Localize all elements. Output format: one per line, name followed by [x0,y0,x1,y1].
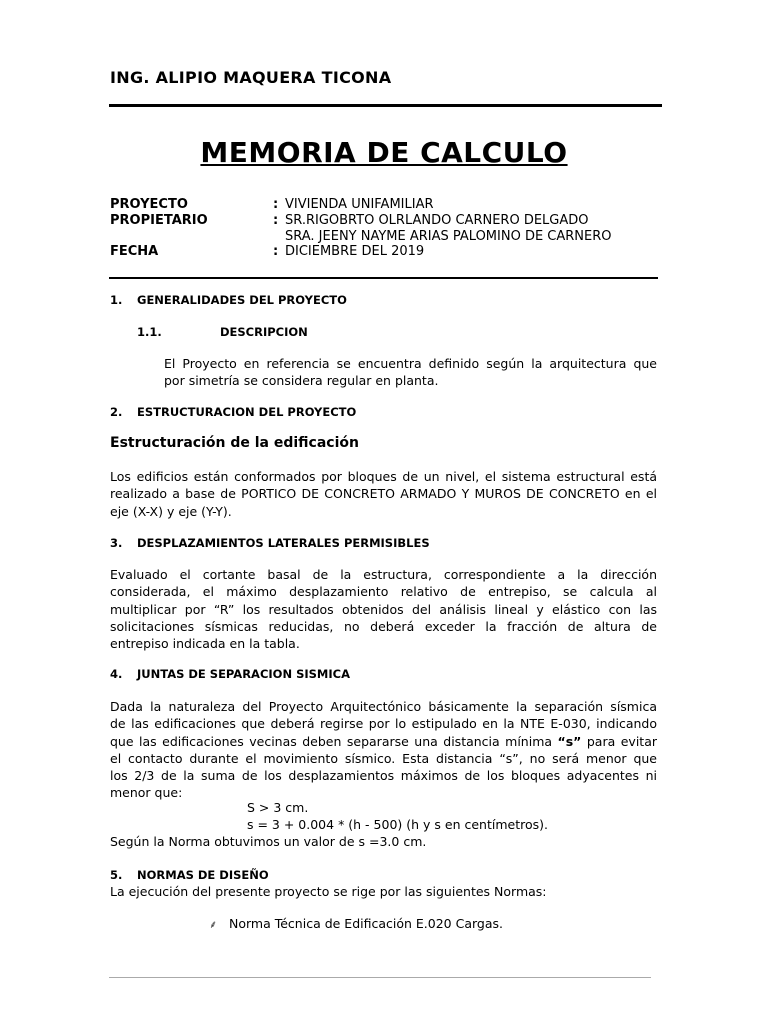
paragraph-line: multiplicar por “R” los resultados obtenidos del análisis lineal y elástico con las [110,601,657,617]
propietario-colon: : [273,213,279,228]
document-author: ING. ALIPIO MAQUERA TICONA [110,68,392,87]
section-1-1-title: DESCRIPCION [220,325,308,339]
section-5-intro: La ejecución del presente proyecto se rige por las siguientes Normas: [110,884,547,899]
section-3-title: DESPLAZAMIENTOS LATERALES PERMISIBLES [137,536,430,550]
paragraph-line: eje (X-X) y eje (Y-Y). [110,503,232,519]
paragraph-line: los 2/3 de la suma de los desplazamientos máximos de los bloques adyacentes ni [110,768,657,784]
document-title: MEMORIA DE CALCULO [200,136,568,169]
section-1-1-paragraph [164,355,657,390]
paragraph-line: Evaluado el cortante basal de la estructura, correspondiente a la dirección [110,567,657,582]
paragraph-line: por simetría se considera regular en planta. [164,373,439,389]
paragraph-line: realizado a base de PORTICO DE CONCRETO ARMADO Y MUROS DE CONCRETO en el [110,486,657,502]
distance-symbol: “s” [557,733,582,749]
section-4-paragraph [110,698,657,802]
section-1-number: 1. [110,293,123,307]
propietario-value-1: SR.RIGOBRTO OLRLANDO CARNERO DELGADO [285,213,589,228]
propietario-value-2: SRA. JEENY NAYME ARIAS PALOMINO DE CARNERO [285,229,612,244]
formula-distance: s = 3 + 0.004 * (h - 500) (h y s en centímetros). [247,817,548,832]
proyecto-value: VIVIENDA UNIFAMILIAR [285,197,434,212]
fecha-colon: : [273,244,279,259]
paragraph-line [110,733,657,750]
formula-minimum: S > 3 cm. [247,800,309,815]
paragraph-line: Dada la naturaleza del Proyecto Arquitectónico básicamente la separación sísmica [110,699,657,714]
paragraph-fragment: que las edificaciones vecinas deben separarse una distancia mínima [110,733,558,749]
paragraph-line: entrepiso indicada en la tabla. [110,636,300,652]
paragraph-line: menor que: [110,785,183,801]
section-5-number: 5. [110,868,123,882]
propietario-label: PROPIETARIO [110,213,208,228]
section-4-result: Según la Norma obtuvimos un valor de s =3.0 cm. [110,834,427,849]
paragraph-line: solicitaciones sísmicas reducidas, no deberá exceder la fracción de altura de [110,618,657,634]
paragraph-line: el contacto durante el movimiento sísmico. Esta distancia “s”, no será menor que [110,750,657,766]
fecha-label: FECHA [110,244,159,259]
norma-list-item: Norma Técnica de Edificación E.020 Cargas. [229,916,503,931]
paragraph-line: considerada, el máximo desplazamiento relativo de entrepiso, se calcula al [110,584,657,600]
proyecto-colon: : [273,197,279,212]
section-5-title: NORMAS DE DISEÑO [137,868,269,882]
section-1-1-number: 1.1. [137,325,162,339]
header-divider [109,104,662,107]
section-4-title: JUNTAS DE SEPARACION SISMICA [137,667,350,681]
section-4-number: 4. [110,667,123,681]
paragraph-line: de las edificaciones que deberá regirse por lo estipulado en la NTE E-030, indicando [110,716,657,732]
paragraph-fragment: para evitar [581,733,657,749]
section-2-paragraph [110,468,657,520]
section-2-number: 2. [110,405,123,419]
section-2-title: ESTRUCTURACION DEL PROYECTO [137,405,357,419]
bullet-icon: ⸙ [209,918,218,931]
fecha-value: DICIEMBRE DEL 2019 [285,244,425,259]
footer-divider [109,977,651,978]
meta-divider [109,277,658,279]
section-3-number: 3. [110,536,123,550]
paragraph-line: Los edificios están conformados por bloques de un nivel, el sistema estructural está [110,469,657,484]
section-2-subheading: Estructuración de la edificación [110,435,359,451]
paragraph-line: El Proyecto en referencia se encuentra definido según la arquitectura que [164,356,657,371]
section-3-paragraph [110,566,657,652]
section-1-title: GENERALIDADES DEL PROYECTO [137,293,347,307]
proyecto-label: PROYECTO [110,197,188,212]
